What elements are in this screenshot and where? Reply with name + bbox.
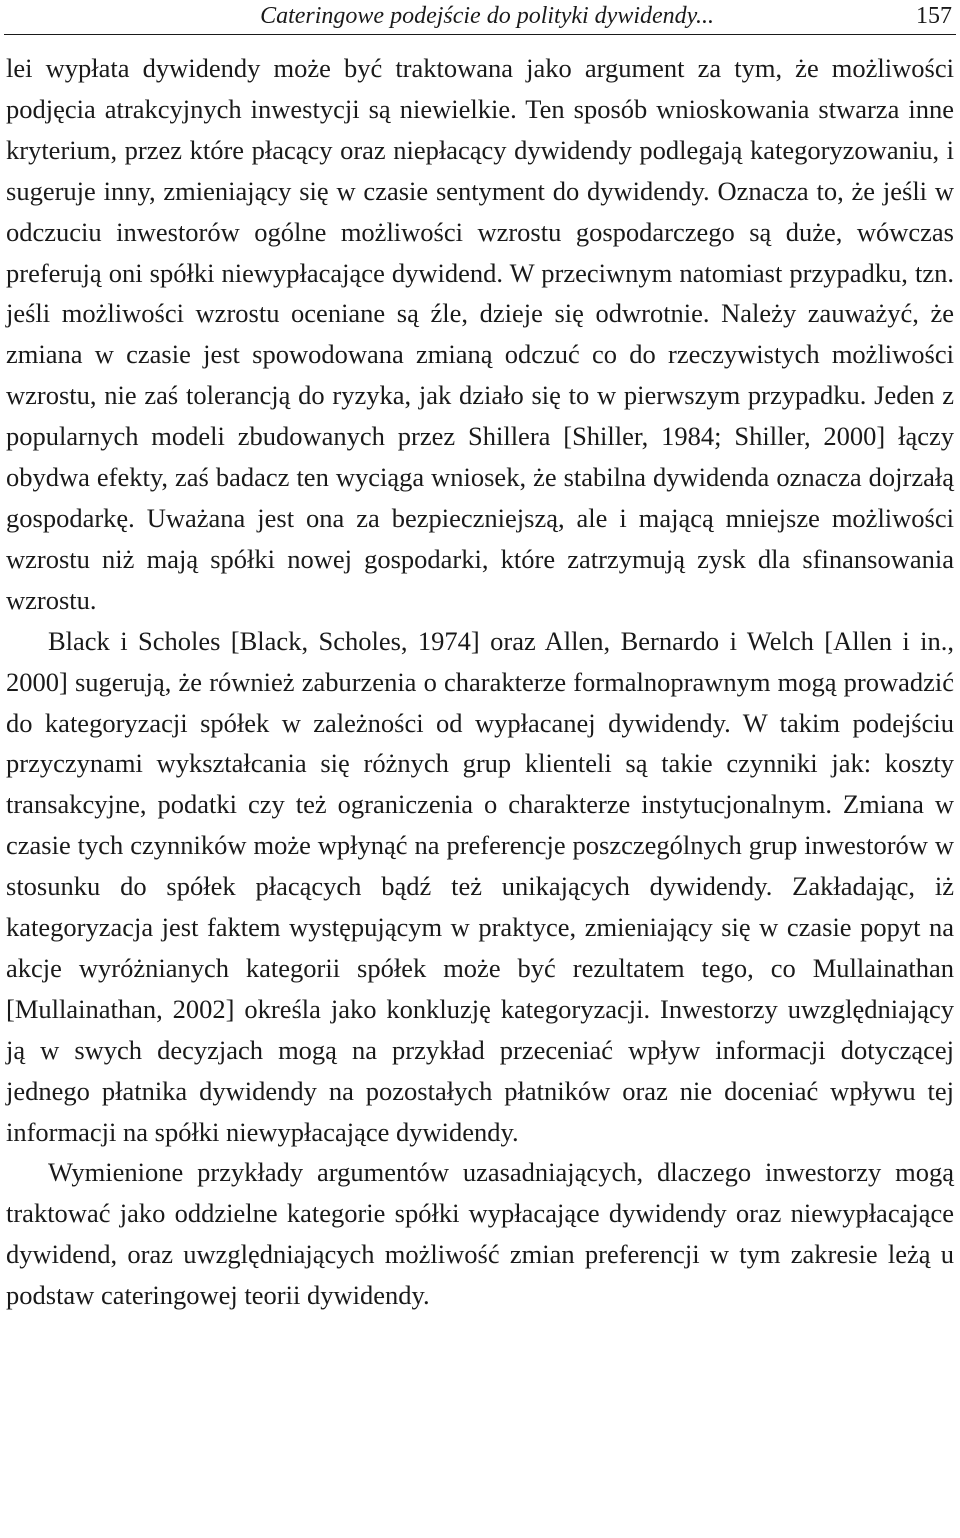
body-text (6, 48, 954, 1316)
running-header (0, 0, 960, 36)
paragraph-black-scholes: Black i Scholes [Black, Scholes, 1974] oraz Allen, Bernardo i Welch [Allen i in., 2000] sugerują, że również zaburzenia o charakterze formalnoprawnym mogą prowadzić do kategoryzacji spółek w zależności od wypłacanej dywidendy. W takim podejściu przyczynami wykształcania się różnych grup klienteli są takie czynniki jak: koszty transakcyjne, podatki czy też ograniczenia o charakterze instytucjonalnym. Zmiana w czasie tych czynników może wpłynąć na preferencje poszczególnych grup inwestorów w stosunku do spółek płacących bądź też unikających dywidendy. Zakładając, iż kategoryzacja jest faktem występującym w praktyce, zmieniający się w czasie popyt na akcje wyróżnianych kategorii spółek może być rezultatem tego, co Mullainathan [Mullainathan, 2002] określa jako konkluzję kategoryzacji. Inwestorzy uwzględniający ją w swych decyzjach mogą na przykład przeceniać wpływ informacji dotyczącej jednego płatnika dywidendy na pozostałych płatników oraz nie doceniać wpływu tej informacji na spółki niewypłacające dywidendy. (6, 625, 954, 1147)
paragraph-continuation: lei wypłata dywidendy może być traktowana jako argument za tym, że możliwości podjęcia atrakcyjnych inwestycji są niewielkie. Ten sposób wnioskowania stwarza inne kryterium, przez które płacący oraz niepłacący dywidendy podlegają kategoryzowaniu, i sugeruje inny, zmieniający się w czasie sentyment do dywidendy. Oznacza to, że jeśli w odczuciu inwestorów ogólne możliwości wzrostu gospodarczego są duże, wówczas preferują oni spółki niewypłacające dywidend. W przeciwnym natomiast przypadku, tzn. jeśli możliwości wzrostu oceniane są źle, dzieje się odwrotnie. Należy zauważyć, że zmiana w czasie jest spowodowana zmianą odczuć co do rzeczywistych możliwości wzrostu, nie zaś tolerancją do ryzyka, jak działo się to w pierwszym przypadku. Jeden z popularnych modeli zbudowanych przez Shillera [Shiller, 1984; Shiller, 2000] łączy obydwa efekty, zaś badacz ten wyciąga wniosek, że stabilna dywidenda oznacza dojrzałą gospodarkę. Uważana jest ona za bezpieczniejszą, ale i mającą mniejsze możliwości wzrostu niż mają spółki nowej gospodarki, które zatrzymują zysk dla sfinansowania wzrostu. (6, 53, 954, 615)
page-number: 157 (916, 3, 952, 29)
paragraph-conclusion: Wymienione przykłady argumentów uzasadniających, dlaczego inwestorzy mogą traktować jako oddzielne kategorie spółki wypłacające dywidendy oraz niewypłacające dywidend, oraz uwzględniających możliwość zmian preferencji w tym zakresie leżą u podstaw cateringowej teorii dywidendy. (6, 1157, 954, 1311)
header-rule (4, 34, 956, 35)
running-title: Cateringowe podejście do polityki dywidendy... (260, 3, 714, 29)
